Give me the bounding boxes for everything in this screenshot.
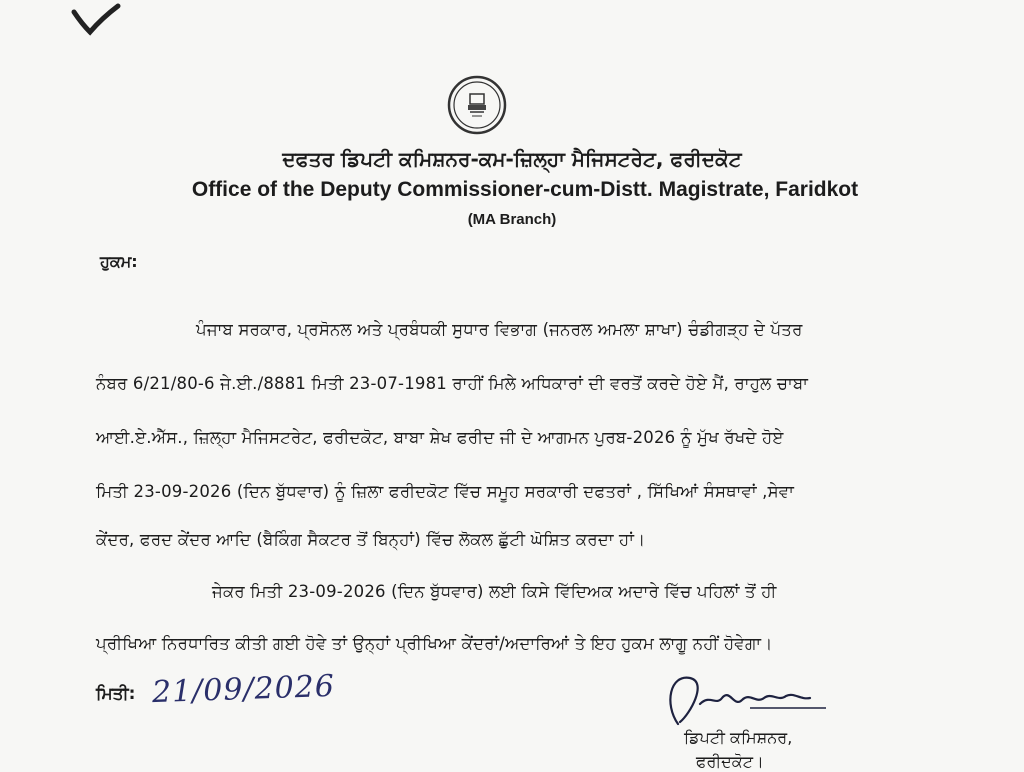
body-line: ਮਿਤੀ 23-09-2026 (ਦਿਨ ਬੁੱਧਵਾਰ) ਨੂੰ ਜ਼ਿਲਾ ਫਰੀਦਕੋਟ ਵਿੱਚ ਸਮੂਹ ਸਰਕਾਰੀ ਦਫਤਰਾਂ , ਸਿੱਖਿਆਂ ਸੰਸਥਾਵਾਂ ,ਸੇਵਾ: [96, 482, 795, 501]
order-heading: ਹੁਕਮ:: [100, 252, 138, 271]
signatory-place: ਫਰੀਦਕੋਟ।: [696, 752, 764, 771]
body-line: ਕੇਂਦਰ, ਫਰਦ ਕੇਂਦਰ ਆਦਿ (ਬੈਕਿੰਗ ਸੈਕਟਰ ਤੋਂ ਬਿਨ੍ਹਾਂ) ਵਿੱਚ ਲੋਕਲ ਛੁੱਟੀ ਘੋਸ਼ਿਤ ਕਰਦਾ ਹਾਂ।: [96, 530, 646, 549]
government-emblem-icon: [446, 74, 508, 136]
office-title-english: Office of the Deputy Commissioner-cum-Distt. Magistrate, Faridkot: [191, 178, 859, 201]
body-line: ਪੰਜਾਬ ਸਰਕਾਰ, ਪ੍ਰਸੋਨਲ ਅਤੇ ਪ੍ਰਬੰਧਕੀ ਸੁਧਾਰ ਵਿਭਾਗ (ਜਨਰਲ ਅਮਲਾ ਸ਼ਾਖਾ) ਚੰਡੀਗੜ੍ਹ ਦੇ ਪੱਤਰ: [196, 320, 803, 339]
tick-mark-icon: [68, 2, 128, 42]
branch-label: (MA Branch): [467, 211, 557, 228]
handwritten-date: 21/09/2026: [151, 668, 336, 711]
signature-scribble: [660, 664, 840, 734]
body-line: ਆਈ.ਏ.ਐੱਸ., ਜ਼ਿਲ੍ਹਾ ਮੈਜਿਸਟਰੇਟ, ਫਰੀਦਕੋਟ, ਬਾਬਾ ਸ਼ੇਖ ਫਰੀਦ ਜੀ ਦੇ ਆਗਮਨ ਪੁਰਬ-2026 ਨੂੰ ਮੁੱਖ ਰੱਖਦੇ ਹੋਏ: [96, 428, 784, 447]
signatory-designation: ਡਿਪਟੀ ਕਮਿਸ਼ਨਰ,: [684, 728, 793, 747]
date-label: ਮਿਤੀ:: [96, 684, 136, 704]
body-line: ਨੰਬਰ 6/21/80-6 ਜੇ.ਈ./8881 ਮਿਤੀ 23-07-1981 ਰਾਹੀਂ ਮਿਲੇ ਅਧਿਕਾਰਾਂ ਦੀ ਵਰਤੋਂ ਕਰਦੇ ਹੋਏ ਮੈਂ, ਰਾਹੁਲ ਚਾਬਾ: [96, 374, 809, 393]
body-line: ਜੇਕਰ ਮਿਤੀ 23-09-2026 (ਦਿਨ ਬੁੱਧਵਾਰ) ਲਈ ਕਿਸੇ ਵਿੱਦਿਅਕ ਅਦਾਰੇ ਵਿੱਚ ਪਹਿਲਾਂ ਤੋਂ ਹੀ: [212, 582, 777, 601]
office-title-punjabi: ਦਫਤਰ ਡਿਪਟੀ ਕਮਿਸ਼ਨਰ-ਕਮ-ਜ਼ਿਲ੍ਹਾ ਮੈਜਿਸਟਰੇਟ, ਫਰੀਦਕੋਟ: [282, 147, 742, 171]
body-line: ਪ੍ਰੀਖਿਆ ਨਿਰਧਾਰਿਤ ਕੀਤੀ ਗਈ ਹੋਵੇ ਤਾਂ ਉਨ੍ਹਾਂ ਪ੍ਰੀਖਿਆ ਕੇਂਦਰਾਂ/ਅਦਾਰਿਆਂ ਤੇ ਇਹ ਹੁਕਮ ਲਾਗੂ ਨਹੀਂ ਹੋਵੇਗਾ।: [96, 634, 773, 653]
